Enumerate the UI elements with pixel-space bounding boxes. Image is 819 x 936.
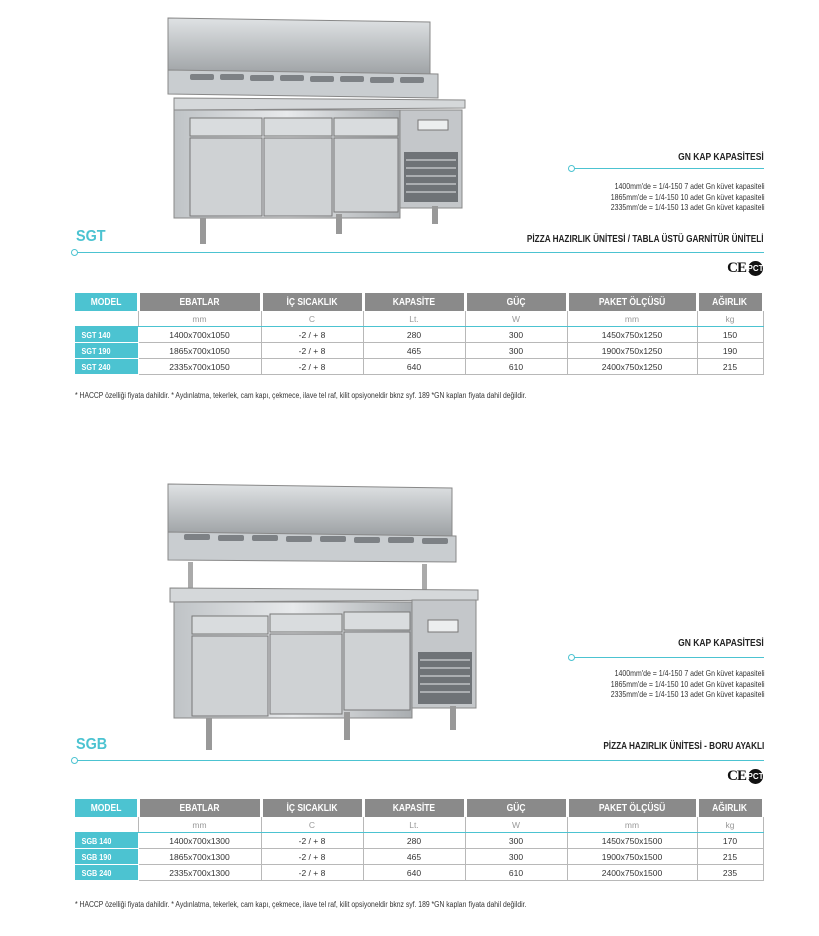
table-row xyxy=(75,865,763,881)
column-header: AĞIRLIK xyxy=(697,799,763,817)
column-header: GÜÇ xyxy=(465,799,567,817)
column-header: MODEL xyxy=(75,293,138,311)
table-cell: 640 xyxy=(363,865,465,881)
column-header: KAPASİTE xyxy=(363,293,465,311)
table-cell: 1450x750x1500 xyxy=(567,833,697,849)
table-row xyxy=(75,849,763,865)
table-cell: 190 xyxy=(697,343,763,359)
product-code: SGB xyxy=(76,736,108,753)
column-header: GÜÇ xyxy=(465,293,567,311)
table-cell: 640 xyxy=(363,359,465,375)
capacity-line: 2335mm'de = 1/4-150 13 adet Gn küvet kapasiteli xyxy=(611,202,765,212)
spec-table xyxy=(75,799,765,881)
capacity-divider xyxy=(571,657,764,658)
section-divider xyxy=(74,760,764,761)
certifications xyxy=(727,768,763,785)
column-header: EBATLAR xyxy=(138,799,261,817)
table-cell: 2400x750x1250 xyxy=(567,359,697,375)
table-cell: 235 xyxy=(697,865,763,881)
table-cell: -2 / + 8 xyxy=(261,833,363,849)
capacity-line: 1400mm'de = 1/4-150 7 adet Gn küvet kapasiteli xyxy=(615,181,765,191)
units-row xyxy=(75,817,763,833)
table-cell: 1865x700x1300 xyxy=(138,849,261,865)
unit-cell: C xyxy=(261,817,363,833)
table-cell: 300 xyxy=(465,849,567,865)
table-cell: 280 xyxy=(363,833,465,849)
product-subtitle: PİZZA HAZIRLIK ÜNİTESİ - BORU AYAKLI xyxy=(603,741,764,752)
table-cell: 2335x700x1300 xyxy=(138,865,261,881)
column-header: İÇ SICAKLIK xyxy=(261,293,363,311)
product-image-sgb xyxy=(160,482,482,754)
unit-cell: C xyxy=(261,311,363,327)
capacity-line: 2335mm'de = 1/4-150 13 adet Gn küvet kapasiteli xyxy=(611,689,765,699)
column-header: PAKET ÖLÇÜSÜ xyxy=(567,799,697,817)
table-cell: 465 xyxy=(363,343,465,359)
table-cell: -2 / + 8 xyxy=(261,343,363,359)
column-header: KAPASİTE xyxy=(363,799,465,817)
product-subtitle: PİZZA HAZIRLIK ÜNİTESİ / TABLA ÜSTÜ GARNİTÜR ÜNİTELİ xyxy=(527,234,764,245)
unit-cell: Lt. xyxy=(363,311,465,327)
table-cell: -2 / + 8 xyxy=(261,865,363,881)
gn-capacity-title: GN KAP KAPASİTESİ xyxy=(678,638,764,649)
table-cell: 300 xyxy=(465,833,567,849)
model-cell: SGT 240 xyxy=(75,359,138,375)
unit-cell: kg xyxy=(697,311,763,327)
table-cell: 1900x750x1250 xyxy=(567,343,697,359)
unit-cell: W xyxy=(465,311,567,327)
table-cell: -2 / + 8 xyxy=(261,849,363,865)
table-cell: 1450x750x1250 xyxy=(567,327,697,343)
table-cell: 2400x750x1500 xyxy=(567,865,697,881)
footnote: * HACCP özelliği fiyata dahildir. * Aydınlatma, tekerlek, cam kapı, çekmece, ilave tel raf, kilit opsiyoneldir bknz syf. 189 *GN kapları fiyata dahil değildir. xyxy=(75,391,527,400)
table-cell: 280 xyxy=(363,327,465,343)
table-cell: 300 xyxy=(465,343,567,359)
column-header: AĞIRLIK xyxy=(697,293,763,311)
unit-cell: mm xyxy=(567,311,697,327)
table-cell: -2 / + 8 xyxy=(261,327,363,343)
model-cell: SGB 140 xyxy=(75,833,138,849)
table-cell: 1400x700x1300 xyxy=(138,833,261,849)
model-cell: SGB 190 xyxy=(75,849,138,865)
table-cell: 215 xyxy=(697,359,763,375)
table-cell: 150 xyxy=(697,327,763,343)
capacity-lines xyxy=(611,668,765,700)
unit-cell: mm xyxy=(567,817,697,833)
table-cell: 610 xyxy=(465,865,567,881)
unit-cell: W xyxy=(465,817,567,833)
model-cell: SGB 240 xyxy=(75,865,138,881)
unit-cell: mm xyxy=(138,817,261,833)
table-cell: 610 xyxy=(465,359,567,375)
model-cell: SGT 140 xyxy=(75,327,138,343)
gn-capacity-title: GN KAP KAPASİTESİ xyxy=(678,152,764,163)
product-code: SGT xyxy=(76,228,106,245)
pct-mark-icon: PCT xyxy=(748,261,763,276)
table-cell: 2335x700x1050 xyxy=(138,359,261,375)
unit-cell: Lt. xyxy=(363,817,465,833)
column-header: PAKET ÖLÇÜSÜ xyxy=(567,293,697,311)
column-header: İÇ SICAKLIK xyxy=(261,799,363,817)
unit-cell: mm xyxy=(138,311,261,327)
footnote: * HACCP özelliği fiyata dahildir. * Aydınlatma, tekerlek, cam kapı, çekmece, ilave tel raf, kilit opsiyoneldir bknz syf. 189 *GN kapları fiyata dahil değildir. xyxy=(75,900,527,909)
table-cell: 1865x700x1050 xyxy=(138,343,261,359)
model-cell: SGT 190 xyxy=(75,343,138,359)
table-cell: 1900x750x1500 xyxy=(567,849,697,865)
table-row xyxy=(75,833,763,849)
table-cell: 300 xyxy=(465,327,567,343)
capacity-line: 1865mm'de = 1/4-150 10 adet Gn küvet kapasiteli xyxy=(611,678,765,689)
column-header: EBATLAR xyxy=(138,293,261,311)
pct-mark-icon: PCT xyxy=(748,769,763,784)
table-cell: 465 xyxy=(363,849,465,865)
column-header: MODEL xyxy=(75,799,138,817)
table-cell: 170 xyxy=(697,833,763,849)
table-cell: 1400x700x1050 xyxy=(138,327,261,343)
table-cell: -2 / + 8 xyxy=(261,359,363,375)
capacity-line: 1400mm'de = 1/4-150 7 adet Gn küvet kapasiteli xyxy=(615,668,765,678)
table-header-row xyxy=(75,799,763,817)
unit-cell: kg xyxy=(697,817,763,833)
unit-cell xyxy=(75,817,138,833)
table-cell: 215 xyxy=(697,849,763,865)
ce-mark-icon: CE xyxy=(727,768,746,784)
capacity-line: 1865mm'de = 1/4-150 10 adet Gn küvet kapasiteli xyxy=(611,191,765,202)
ce-mark-icon: CE xyxy=(727,260,746,276)
